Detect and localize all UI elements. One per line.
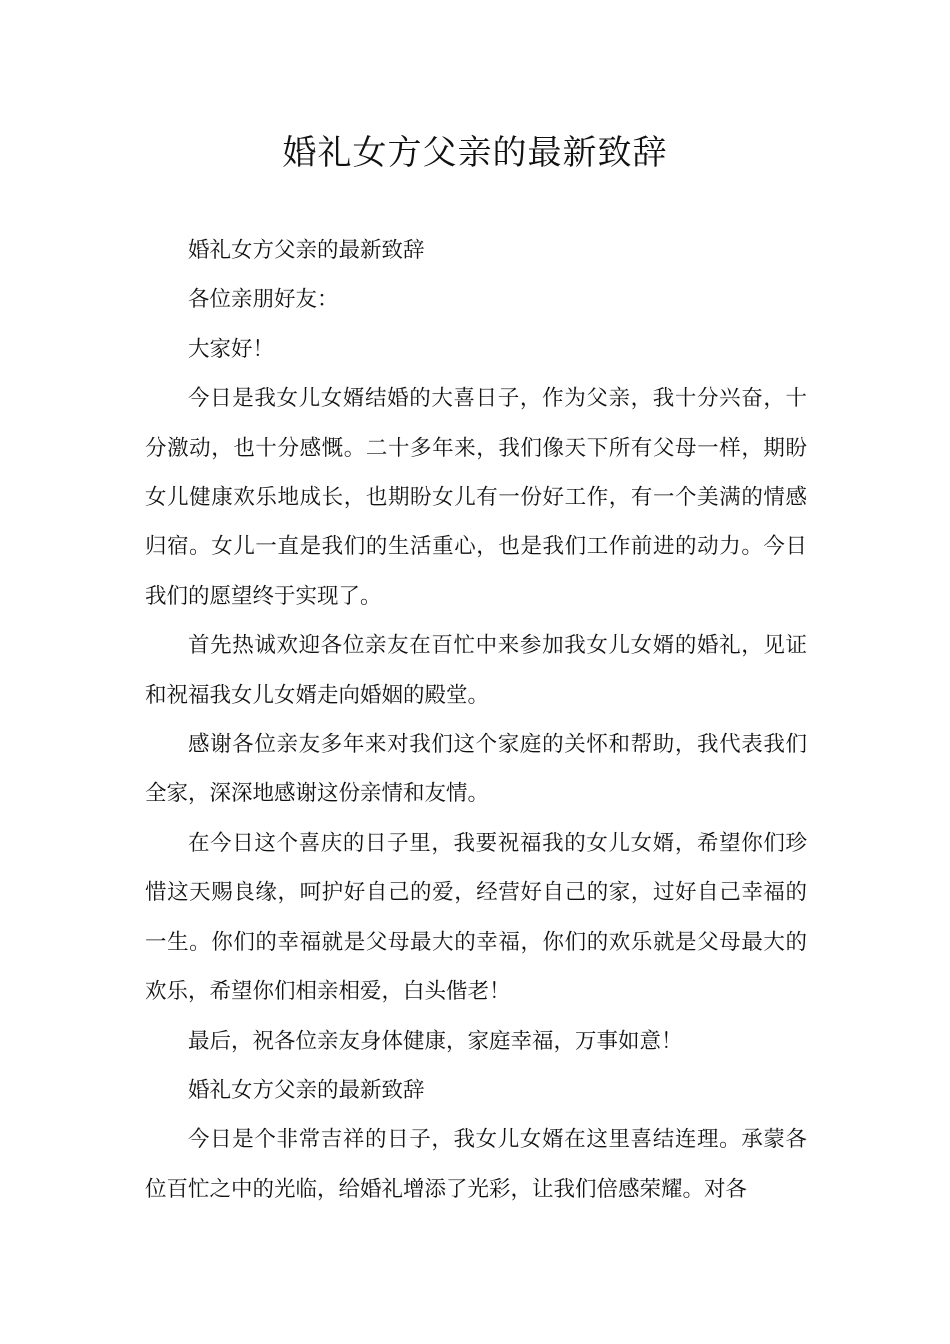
paragraph-salutation: 各位亲朋好友：: [188, 287, 339, 313]
paragraph-body: 在今日这个喜庆的日子里，我要祝福我的女儿女婿，希望你们珍惜这天赐良缘，呵护好自己的爱，经营好自己的家，过好自己幸福的一生。你们的幸福就是父母最大的幸福，你们的欢乐就是父母最大的欢乐，希望你们相亲相爱，白头偕老！: [145, 830, 807, 1005]
paragraph-body: 首先热诚欢迎各位亲友在百忙中来参加我女儿女婿的婚礼，见证和祝福我女儿女婿走向婚姻的殿堂。: [145, 633, 807, 708]
paragraph-body: 今日是我女儿女婿结婚的大喜日子，作为父亲，我十分兴奋，十分激动，也十分感慨。二十多年来，我们像天下所有父母一样，期盼女儿健康欢乐地成长，也期盼女儿有一份好工作，有一个美满的情感归宿。女儿一直是我们的生活重心，也是我们工作前进的动力。今日我们的愿望终于实现了。: [145, 386, 807, 609]
paragraph-body: 今日是个非常吉祥的日子，我女儿女婿在这里喜结连理。承蒙各位百忙之中的光临，给婚礼增添了光彩，让我们倍感荣耀。对各: [145, 1127, 807, 1202]
document-title: 婚礼女方父亲的最新致辞: [282, 133, 668, 173]
paragraph-subtitle: 婚礼女方父亲的最新致辞: [188, 1077, 425, 1103]
paragraph-closing: 最后，祝各位亲友身体健康，家庭幸福，万事如意！: [188, 1028, 683, 1054]
paragraph-greeting: 大家好！: [188, 336, 275, 362]
document-body: [145, 226, 807, 1214]
paragraph-body: 感谢各位亲友多年来对我们这个家庭的关怀和帮助，我代表我们全家，深深地感谢这份亲情和友情。: [145, 732, 807, 807]
paragraph-subtitle: 婚礼女方父亲的最新致辞: [188, 238, 425, 263]
